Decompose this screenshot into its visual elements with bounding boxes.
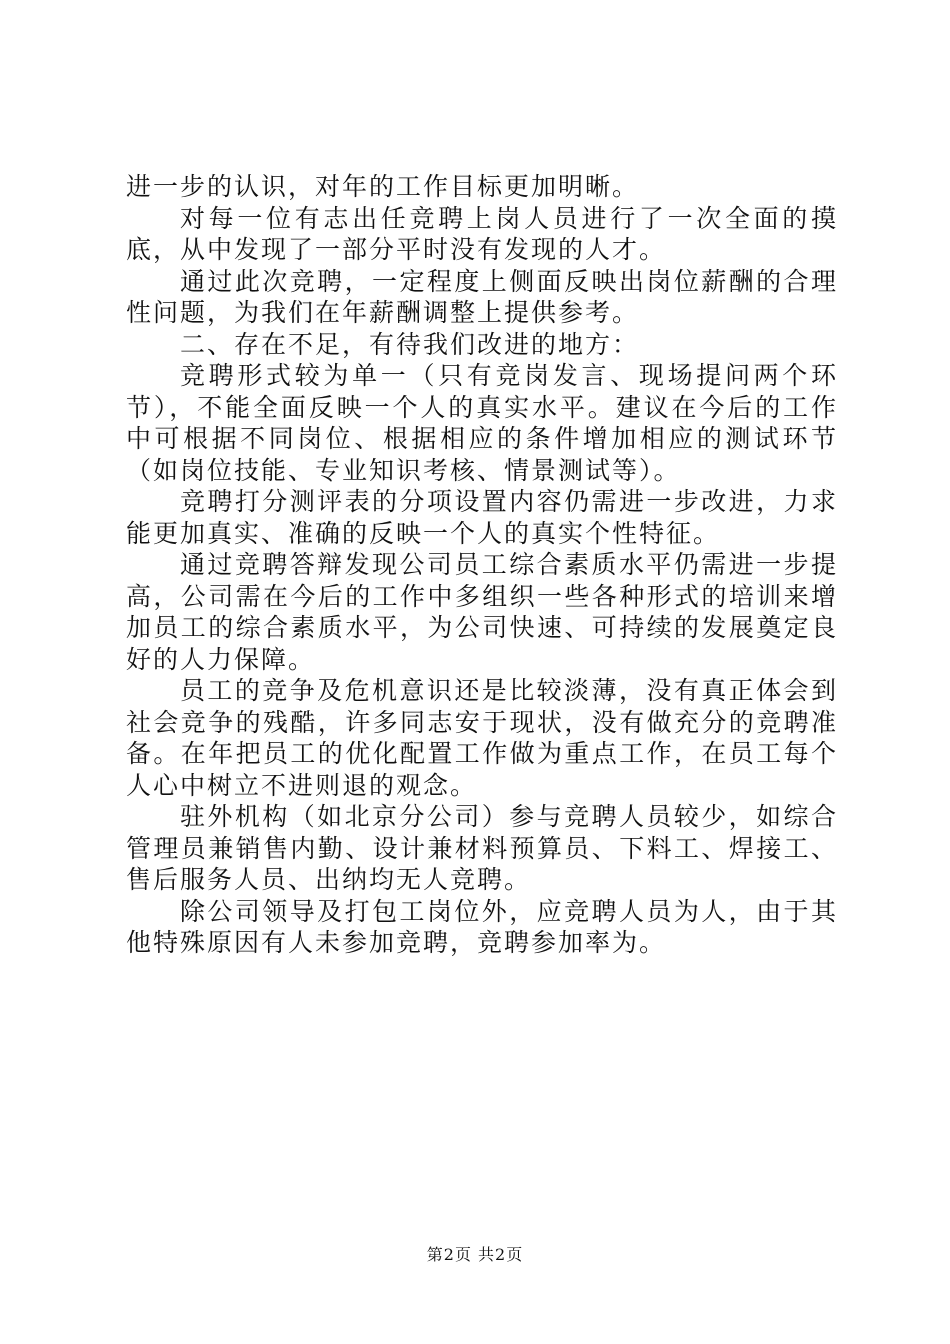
paragraph-quality: 通过竞聘答辩发现公司员工综合素质水平仍需进一步提高，公司需在今后的工作中多组织一些各种形式的培训来增加员工的综合素质水平，为公司快速、可持续的发展奠定良好的人力保障。	[126, 550, 838, 674]
section-heading-shortcomings: 二、存在不足，有待我们改进的地方：	[180, 329, 640, 359]
paragraph-awareness: 员工的竞争及危机意识还是比较淡薄，没有真正体会到社会竞争的残酷，许多同志安于现状，没有做充分的竞聘准备。在年把员工的优化配置工作做为重点工作，在员工每个人心中树立不进则退的观念。	[126, 676, 838, 800]
paragraph-participation: 除公司领导及打包工岗位外，应竞聘人员为人，由于其他特殊原因有人未参加竞聘，竞聘参加率为。	[126, 896, 838, 957]
paragraph-scoring: 竞聘打分测评表的分项设置内容仍需进一步改进，力求能更加真实、准确的反映一个人的真实个性特征。	[126, 487, 838, 548]
paragraph-salary: 通过此次竞聘，一定程度上侧面反映出岗位薪酬的合理性问题，为我们在年薪酬调整上提供参考。	[126, 266, 838, 327]
paragraph-survey: 对每一位有志出任竞聘上岗人员进行了一次全面的摸底，从中发现了一部分平时没有发现的人才。	[126, 203, 838, 264]
page-number-footer: 第2页 共2页	[426, 1245, 524, 1264]
paragraph-continuation: 进一步的认识，对年的工作目标更加明晰。	[126, 172, 640, 201]
paragraph-format: 竞聘形式较为单一（只有竞岗发言、现场提问两个环节），不能全面反映一个人的真实水平。建议在今后的工作中可根据不同岗位、根据相应的条件增加相应的测试环节（如岗位技能、专业知识考核、情景测试等）。	[126, 361, 838, 485]
paragraph-branch: 驻外机构（如北京分公司）参与竞聘人员较少，如综合管理员兼销售内勤、设计兼材料预算员、下料工、焊接工、售后服务人员、出纳均无人竞聘。	[126, 802, 838, 894]
document-body	[126, 171, 838, 959]
